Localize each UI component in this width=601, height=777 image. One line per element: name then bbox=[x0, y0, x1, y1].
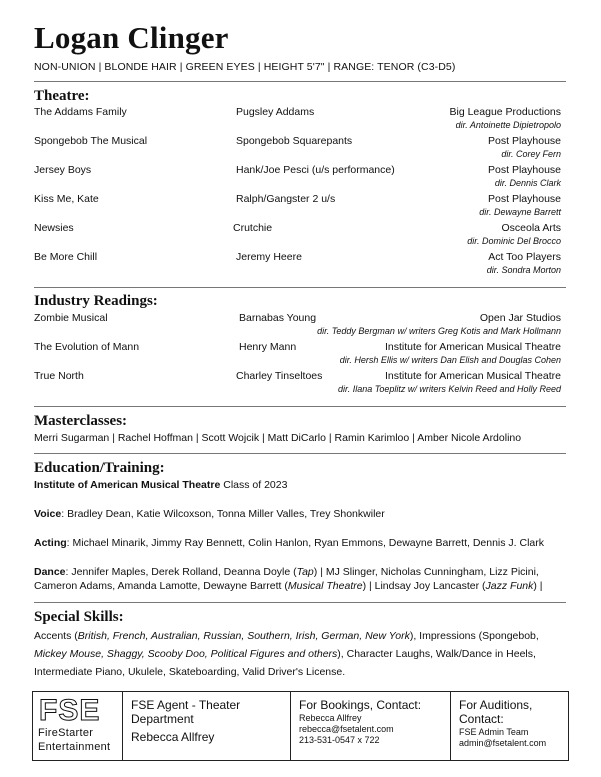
dance-label: Dance bbox=[34, 566, 66, 578]
performer-name: Logan Clinger bbox=[34, 20, 229, 55]
dance-style: Tap bbox=[296, 566, 314, 578]
credit-row bbox=[34, 164, 561, 192]
booking-name: Rebecca Allfrey bbox=[299, 713, 362, 723]
audition-title: For Auditions, Contact: bbox=[459, 698, 533, 726]
readings-heading: Industry Readings: bbox=[34, 293, 158, 309]
dance-line-2 bbox=[34, 580, 543, 592]
reading-row bbox=[34, 312, 561, 340]
dance-style: Jazz Funk bbox=[485, 580, 534, 592]
reading-company: Open Jar Studios bbox=[479, 312, 561, 324]
reading-director: dir. Ilana Toeplitz w/ writers Kelvin Reed and Holly Reed bbox=[338, 384, 561, 394]
credit-company: Act Too Players bbox=[488, 251, 561, 263]
credit-director: dir. Corey Fern bbox=[501, 149, 561, 159]
credit-role: Crutchie bbox=[233, 222, 273, 234]
acting-teachers: : Michael Minarik, Jimmy Ray Bennett, Colin Hanlon, Ryan Emmons, Dewayne Barrett, Dennis J. Clark bbox=[66, 537, 545, 549]
credit-director: dir. Antoinette Dipietropolo bbox=[455, 120, 561, 130]
logo-mark: FSE bbox=[39, 694, 101, 727]
credit-company: Post Playhouse bbox=[488, 193, 561, 205]
school-line bbox=[34, 479, 287, 491]
dance-teachers: ) | Lindsay Joy Lancaster ( bbox=[362, 580, 486, 592]
logo-text: FireStarter bbox=[38, 727, 94, 739]
booking-block bbox=[291, 692, 451, 760]
agent-title: FSE Agent - Theater Department bbox=[131, 698, 241, 726]
credit-director: dir. Dominic Del Brocco bbox=[467, 236, 561, 246]
agency-logo bbox=[33, 692, 123, 760]
voice-label: Voice bbox=[34, 508, 62, 520]
reading-role: Barnabas Young bbox=[239, 312, 317, 324]
credit-show: Jersey Boys bbox=[34, 164, 92, 176]
voice-line bbox=[34, 508, 385, 520]
booking-title: For Bookings, Contact: bbox=[299, 698, 422, 712]
credit-row bbox=[34, 222, 561, 250]
skills-line bbox=[34, 630, 539, 642]
credit-role: Ralph/Gangster 2 u/s bbox=[236, 193, 336, 205]
education-heading: Education/Training: bbox=[34, 460, 165, 476]
dance-teachers: ) | MJ Slinger, Nicholas Cunningham, Lizz Picini, bbox=[313, 566, 539, 578]
credit-show: Newsies bbox=[34, 222, 74, 234]
skills-line bbox=[34, 666, 345, 678]
booking-email[interactable]: rebecca@fsetalent.com bbox=[299, 724, 394, 734]
credit-company: Post Playhouse bbox=[488, 135, 561, 147]
agent-name: Rebecca Allfrey bbox=[131, 730, 215, 744]
theatre-heading: Theatre: bbox=[34, 88, 90, 104]
skills-text: ), Character Laughs, Walk/Dance in Heels, bbox=[337, 648, 536, 660]
audition-name: FSE Admin Team bbox=[459, 727, 529, 737]
credit-director: dir. Dennis Clark bbox=[494, 178, 561, 188]
skills-text: Intermediate Piano, Ukulele, Skateboarding, Valid Driver's License. bbox=[34, 666, 346, 678]
credit-row bbox=[34, 251, 561, 279]
reading-row bbox=[34, 341, 561, 369]
dance-style: Musical Theatre bbox=[287, 580, 363, 592]
booking-phone[interactable]: 213-531-0547 x 722 bbox=[299, 735, 380, 745]
credit-show: The Addams Family bbox=[34, 106, 127, 118]
credit-role: Jeremy Heere bbox=[236, 251, 302, 263]
credit-show: Be More Chill bbox=[34, 251, 98, 263]
credit-director: dir. Dewayne Barrett bbox=[479, 207, 561, 217]
divider bbox=[34, 81, 566, 82]
dance-line bbox=[34, 566, 539, 578]
reading-show: The Evolution of Mann bbox=[34, 341, 140, 353]
reading-show: Zombie Musical bbox=[34, 312, 108, 324]
skills-text: Accents ( bbox=[34, 630, 78, 642]
credit-row bbox=[34, 106, 561, 134]
school-year: Class of 2023 bbox=[220, 479, 288, 491]
reading-company: Institute for American Musical Theatre bbox=[384, 341, 561, 353]
masterclasses-list: Merri Sugarman | Rachel Hoffman | Scott Wojcik | Matt DiCarlo | Ramin Karimloo | Amber Nicole Ardolino bbox=[34, 432, 522, 444]
logo-text: Entertainment bbox=[38, 741, 111, 753]
agency-footer bbox=[32, 691, 569, 761]
divider bbox=[34, 406, 566, 407]
credit-role: Pugsley Addams bbox=[236, 106, 315, 118]
reading-director: dir. Teddy Bergman w/ writers Greg Kotis and Mark Hollmann bbox=[317, 326, 561, 336]
skills-text: ), Impressions (Spongebob, bbox=[409, 630, 539, 642]
skills-accents: British, French, Australian, Russian, Southern, Irish, German, New York bbox=[77, 630, 410, 642]
divider bbox=[34, 602, 566, 603]
credit-row bbox=[34, 135, 561, 163]
divider bbox=[34, 453, 566, 454]
credit-company: Post Playhouse bbox=[488, 164, 561, 176]
audition-block bbox=[451, 692, 568, 760]
skills-impressions: Mickey Mouse, Shaggy, Scooby Doo, Political Figures and others bbox=[34, 648, 338, 660]
reading-director: dir. Hersh Ellis w/ writers Dan Elish and Douglas Cohen bbox=[339, 355, 561, 365]
credit-row bbox=[34, 193, 561, 221]
credit-show: Spongebob The Musical bbox=[34, 135, 148, 147]
audition-email[interactable]: admin@fsetalent.com bbox=[459, 738, 547, 748]
reading-role: Charley Tinseltoes bbox=[236, 370, 323, 382]
acting-label: Acting bbox=[34, 537, 67, 549]
credit-director: dir. Sondra Morton bbox=[486, 265, 561, 275]
skills-heading: Special Skills: bbox=[34, 609, 124, 625]
credit-role: Spongebob Squarepants bbox=[236, 135, 353, 147]
divider bbox=[34, 287, 566, 288]
skills-line bbox=[34, 648, 536, 660]
dance-teachers: : Jennifer Maples, Derek Rolland, Deanna Doyle ( bbox=[65, 566, 297, 578]
reading-company: Institute for American Musical Theatre bbox=[384, 370, 561, 382]
credit-show: Kiss Me, Kate bbox=[34, 193, 99, 205]
masterclasses-heading: Masterclasses: bbox=[34, 413, 128, 429]
reading-show: True North bbox=[34, 370, 84, 382]
voice-teachers: : Bradley Dean, Katie Wilcoxson, Tonna Miller Valles, Trey Shonkwiler bbox=[61, 508, 385, 520]
credit-company: Osceola Arts bbox=[501, 222, 561, 234]
dance-teachers: ) | bbox=[533, 580, 543, 592]
agent-block bbox=[123, 692, 291, 760]
school-name: Institute of American Musical Theatre bbox=[34, 479, 221, 491]
reading-role: Henry Mann bbox=[239, 341, 297, 353]
performer-stats: NON-UNION | BLONDE HAIR | GREEN EYES | HEIGHT 5'7" | RANGE: TENOR (C3-D5) bbox=[34, 61, 456, 73]
acting-line bbox=[34, 537, 544, 549]
dance-teachers: Cameron Adams, Amanda Lamotte, Dewayne Barrett ( bbox=[34, 580, 288, 592]
credit-company: Big League Productions bbox=[449, 106, 561, 118]
credit-role: Hank/Joe Pesci (u/s performance) bbox=[236, 164, 395, 176]
reading-row bbox=[34, 370, 561, 398]
